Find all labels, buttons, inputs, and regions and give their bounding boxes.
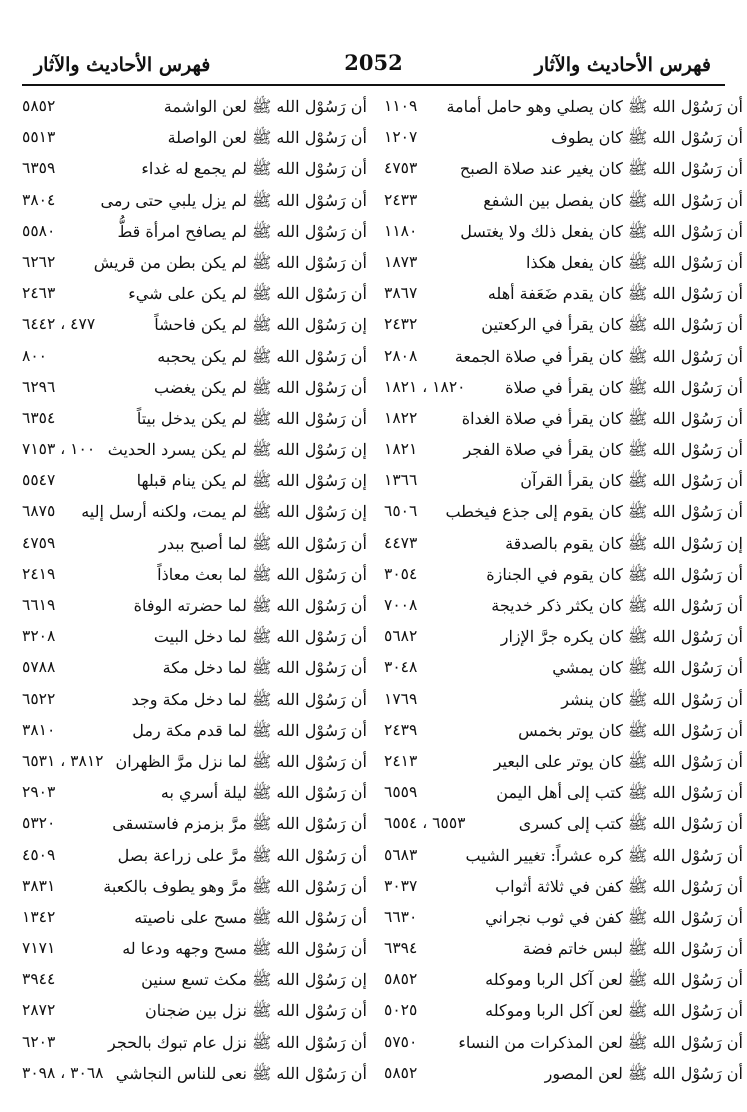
hadith-reference-number: ٦٦١٩ [22, 596, 56, 614]
index-entry-left [22, 996, 367, 1027]
index-entry-right [384, 778, 743, 809]
hadith-reference-number: ٦٢٠٣ [22, 1032, 56, 1051]
header-title-right: فهرس الأحاديث والآثار [534, 54, 711, 76]
index-entry-right [384, 310, 743, 341]
hadith-text: أن رَسُوْل الله ﷺ نزل بين ضجنان [145, 1001, 367, 1021]
hadith-reference-number: ٦٥٢٢ [22, 689, 56, 708]
index-row [22, 186, 743, 217]
hadith-reference-number: ١٠٠ ، ٧١٥٣ [22, 440, 96, 459]
index-entry-left [22, 404, 367, 435]
hadith-text: أن رَسُوْل الله ﷺ لعن آكل الربا وموكله [485, 970, 743, 990]
hadith-text: أن رَسُوْل الله ﷺ كان يقرأ في صلاة الغداة [461, 408, 743, 428]
hadith-reference-number: ١٨٧٣ [384, 252, 418, 271]
hadith-text: أن رَسُوْل الله ﷺ كان يقرأ في صلاة الفجر [463, 440, 743, 460]
hadith-reference-number: ٢٨٧٢ [22, 1001, 56, 1020]
hadith-reference-number: ٦٣٩٤ [384, 939, 418, 958]
index-entry-left [22, 778, 367, 809]
index-entry-right [384, 248, 743, 279]
index-entry-left [22, 747, 367, 778]
hadith-reference-number: ٣٠٤٨ [384, 658, 418, 677]
hadith-reference-number: ٢٤١٣ [384, 751, 418, 770]
index-entry-right [384, 1028, 743, 1059]
hadith-text: أن رَسُوْل الله ﷺ لم يزل يلبي حتى رمى [100, 190, 367, 210]
index-entry-left [22, 872, 367, 903]
index-row [22, 248, 743, 279]
hadith-reference-number: ١١٨٠ [384, 221, 418, 240]
hadith-reference-number: ١٧٦٩ [384, 689, 418, 708]
index-row [22, 497, 743, 528]
hadith-reference-number: ٦٦٣٠ [384, 907, 418, 926]
hadith-text: أن رَسُوْل الله ﷺ كفن في ثلاثة أثواب [495, 876, 743, 896]
hadith-text: أن رَسُوْل الله ﷺ كان يقرأ القرآن [520, 471, 743, 491]
index-row [22, 404, 743, 435]
hadith-text: أن رَسُوْل الله ﷺ لم يكن يغضب [153, 377, 367, 397]
hadith-text: أن رَسُوْل الله ﷺ كان يكره جرَّ الإزار [500, 627, 743, 647]
index-row [22, 903, 743, 934]
hadith-text: أن رَسُوْل الله ﷺ كان يقدم ضَعَفة أهله [487, 284, 743, 304]
hadith-reference-number: ٣٩٤٤ [22, 970, 56, 989]
index-entry-right [384, 560, 743, 591]
index-entry-right [384, 841, 743, 872]
hadith-text: إن رَسُوْل الله ﷺ لم يكن فاحشاً [154, 315, 367, 335]
header-title-left: فهرس الأحاديث والآثار [34, 54, 211, 76]
index-entry-right [384, 747, 743, 778]
index-row [22, 965, 743, 996]
hadith-reference-number: ٢٤١٩ [22, 564, 56, 583]
hadith-text: أن رَسُوْل الله ﷺ لم يكن على شيء [128, 284, 367, 304]
hadith-text: أن رَسُوْل الله ﷺ لم يكن بطن من قريش [93, 252, 367, 272]
hadith-reference-number: ١١٠٩ [384, 97, 418, 115]
hadith-reference-number: ١٨٢٢ [384, 408, 418, 427]
hadith-text: أن رَسُوْل الله ﷺ لما نزل مرَّ الظهران [115, 751, 367, 771]
index-entry-right [384, 1059, 743, 1090]
index-entry-left [22, 186, 367, 217]
hadith-text: أن رَسُوْل الله ﷺ مرَّ بزمزم فاستسقى [112, 814, 367, 834]
index-row [22, 529, 743, 560]
hadith-text: أن رَسُوْل الله ﷺ لم يكن يحجبه [157, 346, 367, 366]
index-entry-left [22, 685, 367, 716]
hadith-reference-number: ٣٠٦٨ ، ٣٠٩٨ [22, 1063, 104, 1082]
index-entry-right [384, 934, 743, 965]
index-entry-left [22, 653, 367, 684]
hadith-reference-number: ٣٨٠٤ [22, 190, 56, 209]
hadith-reference-number: ٣٢٠٨ [22, 627, 56, 646]
hadith-text: أن رَسُوْل الله ﷺ مرَّ وهو يطوف بالكعبة [103, 876, 367, 896]
hadith-text: إن رَسُوْل الله ﷺ لم يكن يسرد الحديث [107, 440, 367, 460]
index-row [22, 747, 743, 778]
hadith-reference-number: ١٢٠٧ [384, 128, 418, 147]
index-row [22, 996, 743, 1027]
index-entry-right [384, 591, 743, 622]
index-entry-right [384, 92, 743, 123]
index-entry-left [22, 716, 367, 747]
hadith-reference-number: ٦٢٩٦ [22, 377, 56, 396]
hadith-reference-number: ٢٤٦٣ [22, 284, 56, 303]
index-row [22, 872, 743, 903]
hadith-text: أن رَسُوْل الله ﷺ لعن الواشمة [163, 97, 367, 116]
hadith-reference-number: ٦٢٦٢ [22, 252, 56, 271]
hadith-text: أن رَسُوْل الله ﷺ كان يقرأ في صلاة الجمعة [454, 346, 743, 366]
hadith-text: أن رَسُوْل الله ﷺ كان يصلي وهو حامل أمامة [446, 97, 743, 116]
hadith-reference-number: ٣٠٥٤ [384, 564, 418, 583]
index-row [22, 373, 743, 404]
index-row [22, 154, 743, 185]
hadith-text: أن رَسُوْل الله ﷺ لم يصافح امرأة قطُّ [117, 221, 367, 241]
hadith-text: أن رَسُوْل الله ﷺ لما بعث معاذاً [157, 564, 367, 584]
index-entry-right [384, 996, 743, 1027]
hadith-text: إن رَسُوْل الله ﷺ لم يكن ينام قبلها [136, 471, 367, 491]
index-entry-right [384, 154, 743, 185]
hadith-text: أن رَسُوْل الله ﷺ لما حضرته الوفاة [133, 596, 367, 615]
hadith-text: أن رَسُوْل الله ﷺ كان يوتر بخمس [518, 720, 743, 740]
hadith-text: أن رَسُوْل الله ﷺ لعن آكل الربا وموكله [485, 1001, 743, 1021]
index-row [22, 92, 743, 123]
hadith-text: أن رَسُوْل الله ﷺ لم يجمع له غداء [141, 159, 367, 179]
index-row [22, 809, 743, 840]
index-entry-left [22, 279, 367, 310]
index-entry-left [22, 248, 367, 279]
index-entry-right [384, 279, 743, 310]
hadith-reference-number: ٥٠٢٥ [384, 1001, 418, 1020]
page-number: 2052 [344, 50, 403, 75]
index-row [22, 841, 743, 872]
index-entry-right [384, 466, 743, 497]
index-row [22, 716, 743, 747]
hadith-text: أن رَسُوْل الله ﷺ لعن المصور [544, 1063, 743, 1083]
hadith-text: أن رَسُوْل الله ﷺ لم يكن يدخل بيتاً [136, 408, 367, 428]
hadith-text: أن رَسُوْل الله ﷺ كتب إلى أهل اليمن [496, 783, 743, 803]
index-row [22, 685, 743, 716]
index-row [22, 1059, 743, 1090]
hadith-text: أن رَسُوْل الله ﷺ مرَّ على زراعة بصل [117, 845, 367, 865]
index-row [22, 310, 743, 341]
index-row [22, 591, 743, 622]
index-entry-left [22, 965, 367, 996]
index-row [22, 1028, 743, 1059]
hadith-reference-number: ٤٥٠٩ [22, 845, 56, 864]
hadith-text: أن رَسُوْل الله ﷺ كان يطوف [551, 128, 743, 148]
hadith-text: أن رَسُوْل الله ﷺ كره عشراً: تغيير الشيب [465, 845, 743, 865]
hadith-reference-number: ٥٨٥٢ [384, 1063, 418, 1082]
index-row [22, 778, 743, 809]
index-entry-left [22, 591, 367, 622]
index-entry-left [22, 1028, 367, 1059]
index-row [22, 123, 743, 154]
hadith-text: إن رَسُوْل الله ﷺ مكث تسع سنين [141, 970, 367, 990]
index-row [22, 466, 743, 497]
index-entry-right [384, 404, 743, 435]
index-entry-left [22, 373, 367, 404]
hadith-reference-number: ٦٥٥٣ ، ٦٥٥٤ [384, 814, 466, 833]
index-row [22, 217, 743, 248]
hadith-reference-number: ٥٥١٣ [22, 128, 56, 147]
hadith-text: أن رَسُوْل الله ﷺ كان يفصل بين الشفع [483, 190, 743, 210]
index-entry-right [384, 872, 743, 903]
index-entry-right [384, 685, 743, 716]
index-entry-right [384, 373, 743, 404]
hadith-text: أن رَسُوْل الله ﷺ مسح على ناصيته [134, 907, 367, 927]
hadith-text: إن رَسُوْل الله ﷺ كان يقوم بالصدقة [505, 533, 743, 553]
hadith-text: أن رَسُوْل الله ﷺ كان يوتر على البعير [493, 751, 743, 771]
hadith-reference-number: ٥٥٨٠ [22, 221, 56, 240]
hadith-reference-number: ٥٨٥٢ [384, 970, 418, 989]
index-entry-left [22, 217, 367, 248]
index-entry-left [22, 435, 367, 466]
hadith-reference-number: ٢٨٠٨ [384, 346, 418, 365]
hadith-reference-number: ٢٤٣٣ [384, 190, 418, 209]
hadith-reference-number: ٣٨٣١ [22, 876, 56, 895]
hadith-text: أن رَسُوْل الله ﷺ كان يمشي [552, 658, 743, 678]
hadith-reference-number: ٥٥٤٧ [22, 471, 56, 490]
hadith-reference-number: ٦٥٥٩ [384, 783, 418, 802]
index-entry-left [22, 497, 367, 528]
hadith-text: أن رَسُوْل الله ﷺ نعى للناس النجاشي [115, 1063, 367, 1083]
hadith-reference-number: ١٨٢١ [384, 440, 418, 459]
index-entry-right [384, 342, 743, 373]
index-entry-left [22, 123, 367, 154]
hadith-text: أن رَسُوْل الله ﷺ كان يفعل ذلك ولا يغتسل [460, 221, 743, 241]
hadith-reference-number: ١٣٦٦ [384, 471, 418, 490]
hadith-text: أن رَسُوْل الله ﷺ لما دخل البيت [153, 627, 367, 647]
index-entry-left [22, 622, 367, 653]
hadith-text: أن رَسُوْل الله ﷺ لما أصبح ببدر [159, 533, 367, 553]
index-row [22, 279, 743, 310]
hadith-reference-number: ٣٨٦٧ [384, 284, 418, 303]
hadith-text: أن رَسُوْل الله ﷺ ليلة أسري به [160, 783, 367, 803]
index-row [22, 560, 743, 591]
index-row [22, 934, 743, 965]
hadith-text: أن رَسُوْل الله ﷺ لعن الواصلة [167, 128, 367, 148]
index-entry-right [384, 529, 743, 560]
hadith-reference-number: ٦٣٥٩ [22, 159, 56, 178]
index-entry-left [22, 529, 367, 560]
index-entry-right [384, 653, 743, 684]
index-entry-left [22, 466, 367, 497]
index-row [22, 435, 743, 466]
hadith-reference-number: ٥٨٥٢ [22, 97, 56, 115]
hadith-text: أن رَسُوْل الله ﷺ كان يغير عند صلاة الصبح [459, 159, 743, 179]
hadith-reference-number: ٧٠٠٨ [384, 596, 418, 614]
index-entry-left [22, 1059, 367, 1090]
hadith-reference-number: ٢٩٠٣ [22, 783, 56, 802]
index-entry-right [384, 217, 743, 248]
hadith-text: أن رَسُوْل الله ﷺ كان يفعل هكذا [526, 252, 743, 272]
hadith-reference-number: ٥٦٨٣ [384, 845, 418, 864]
index-entry-left [22, 310, 367, 341]
index-entry-right [384, 186, 743, 217]
index-entry-right [384, 903, 743, 934]
hadith-reference-number: ٨٠٠ [22, 346, 47, 365]
hadith-reference-number: ٥٦٨٢ [384, 627, 418, 646]
page-header [22, 48, 725, 86]
hadith-reference-number: ٤٧٥٣ [384, 159, 418, 178]
hadith-text: أن رَسُوْل الله ﷺ لما دخل مكة وجد [131, 689, 367, 709]
hadith-text: أن رَسُوْل الله ﷺ كتب إلى كسرى [518, 814, 743, 834]
hadith-text: إن رَسُوْل الله ﷺ لم يمت، ولكنه أرسل إليه [81, 502, 367, 522]
hadith-reference-number: ٣٠٣٧ [384, 876, 418, 895]
hadith-reference-number: ٦٥٠٦ [384, 502, 418, 521]
hadith-text: أن رَسُوْل الله ﷺ لعن المذكرات من النساء [458, 1032, 743, 1052]
index-entry-left [22, 154, 367, 185]
hadith-text: أن رَسُوْل الله ﷺ لبس خاتم فضة [522, 939, 743, 959]
hadith-reference-number: ٢٤٣٩ [384, 720, 418, 739]
hadith-reference-number: ١٨٢٠ ، ١٨٢١ [384, 377, 466, 396]
hadith-text: أن رَسُوْل الله ﷺ نزل عام تبوك بالحجر [108, 1032, 367, 1052]
index-entry-right [384, 716, 743, 747]
index-entry-right [384, 435, 743, 466]
index-entry-left [22, 809, 367, 840]
hadith-reference-number: ٤٤٧٣ [384, 533, 418, 552]
index-row [22, 653, 743, 684]
hadith-text: أن رَسُوْل الله ﷺ كان يقوم إلى جذع فيخطب [445, 502, 743, 522]
hadith-reference-number: ٣٨١٢ ، ٦٥٣١ [22, 751, 104, 770]
index-entry-left [22, 934, 367, 965]
hadith-text: أن رَسُوْل الله ﷺ كفن في ثوب نجراني [485, 907, 743, 927]
index-entry-left [22, 903, 367, 934]
index-entry-left [22, 342, 367, 373]
hadith-text: أن رَسُوْل الله ﷺ لما دخل مكة [162, 658, 367, 678]
hadith-reference-number: ٥٧٥٠ [384, 1032, 418, 1051]
index-entry-left [22, 92, 367, 123]
index-entry-right [384, 497, 743, 528]
hadith-reference-number: ٥٧٨٨ [22, 658, 56, 677]
index-entry-left [22, 560, 367, 591]
index-row [22, 342, 743, 373]
hadith-reference-number: ١٣٤٢ [22, 907, 56, 926]
hadith-reference-number: ٤٧٥٩ [22, 533, 56, 552]
hadith-reference-number: ٦٣٥٤ [22, 408, 56, 427]
hadith-text: أن رَسُوْل الله ﷺ كان ينشر [561, 689, 743, 709]
hadith-text: أن رَسُوْل الله ﷺ كان يكثر ذكر خديجة [491, 596, 743, 615]
hadith-text: أن رَسُوْل الله ﷺ لما قدم مكة رمل [132, 720, 367, 740]
index-entry-right [384, 965, 743, 996]
hadith-reference-number: ٧١٧١ [22, 939, 56, 958]
index-entry-right [384, 123, 743, 154]
index-entry-right [384, 622, 743, 653]
hadith-reference-number: ٥٣٢٠ [22, 814, 56, 833]
hadith-reference-number: ٦٨٧٥ [22, 502, 56, 521]
hadith-reference-number: ٣٨١٠ [22, 720, 56, 739]
hadith-index-list [22, 92, 743, 1090]
hadith-text: أن رَسُوْل الله ﷺ مسح وجهه ودعا له [122, 939, 367, 959]
hadith-text: أن رَسُوْل الله ﷺ كان يقرأ في الركعتين [481, 315, 743, 335]
hadith-reference-number: ٢٤٣٢ [384, 315, 418, 334]
hadith-text: أن رَسُوْل الله ﷺ كان يقرأ في صلاة [505, 377, 743, 397]
hadith-text: أن رَسُوْل الله ﷺ كان يقوم في الجنازة [486, 564, 743, 584]
index-entry-left [22, 841, 367, 872]
hadith-reference-number: ٤٧٧ ، ٦٤٤٢ [22, 315, 96, 334]
index-entry-right [384, 809, 743, 840]
index-row [22, 622, 743, 653]
